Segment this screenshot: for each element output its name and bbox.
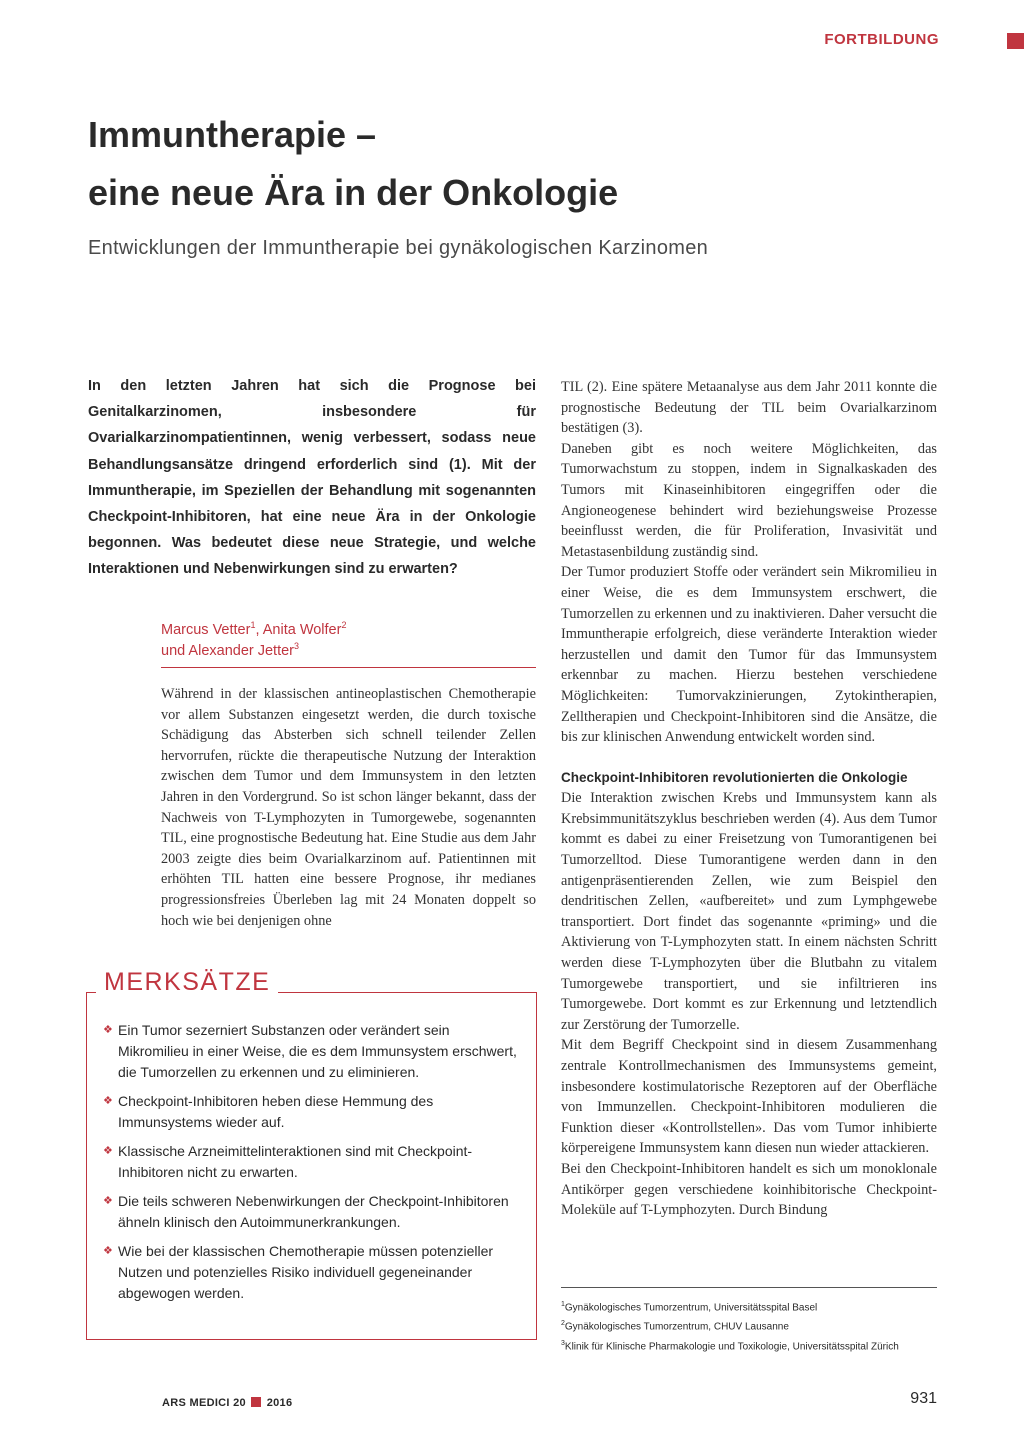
key-point <box>103 1020 523 1083</box>
lead-paragraph: In den letzten Jahren hat sich die Prognose bei Genitalkarzinomen, insbesondere für Ovarialkarzinompatientinnen, wenig verbessert, sodass neue Behandlungsansätze dringend erforderlich sind (1). Mit der Immuntherapie, im Speziellen der Behandlung mit sogenannten Checkpoint-Inhibitoren, hat eine neue Ära in der Onkologie begonnen. Was bedeutet diese neue Strategie, und welche Interaktionen und Nebenwirkungen sind zu erwarten? <box>88 378 536 578</box>
body-text-right <box>561 377 937 1221</box>
separator-square-icon <box>251 1397 261 1407</box>
author-line <box>161 620 541 662</box>
author-divider <box>161 667 536 668</box>
body-paragraph: Daneben gibt es noch weitere Möglichkeiten, das Tumorwachstum zu stoppen, indem in Signalkaskaden des Tumors mit Kinaseinhibitoren eingegriffen oder die Angioneogenese behindert wird beziehungsweise Prozesse beeinflusst werden, die für Proliferation, Invasivität und Metastasenbildung zuständig sind. <box>561 440 937 560</box>
author-1-affiliation: 1 <box>250 620 256 631</box>
section-label: FORTBILDUNG <box>824 31 939 48</box>
body-paragraph: Der Tumor produziert Stoffe oder verändert sein Mikromilieu in einer Weise, die es dem Immunsystem erschwert, die Tumorzellen zu erkennen und zu inaktivieren. Daher versucht die Immuntherapie erfolgreich, diese veränderte Interaktion wieder herzustellen und damit den Tumor für das Immunsystem erkennbar zu machen. Hierzu bestehen verschiedene Möglichkeiten: Tumorvakzinierungen, Zytokintherapien, Zelltherapien und Checkpoint-Inhibitoren sind die Ansätze, die bis zur klinischen Anwendung entwickelt worden sind. <box>561 564 937 746</box>
key-point-text: Ein Tumor sezerniert Substanzen oder verändert sein Mikromilieu in einer Weise, die es dem Immunsystem erschwert, die Tumorzellen zu erkennen und zu eliminieren. <box>118 1022 517 1080</box>
article-title <box>88 106 948 222</box>
key-point-text: Checkpoint-Inhibitoren heben diese Hemmung des Immunsystems wieder auf. <box>118 1093 434 1130</box>
section-heading: Checkpoint-Inhibitoren revolutionierten die Onkologie <box>561 769 908 785</box>
key-point <box>103 1141 523 1183</box>
journal-name: ARS MEDICI 20 <box>162 1397 246 1409</box>
key-point-text: Klassische Arzneimittelinteraktionen sind mit Checkpoint-Inhibitoren nicht zu erwarten. <box>118 1143 473 1180</box>
key-points-list <box>103 1020 523 1312</box>
author-3-affiliation: 3 <box>294 641 300 652</box>
body-text-left: Während in der klassischen antineoplastischen Chemotherapie vor allem Substanzen eingesetzt werden, die durch toxische Schädigung das Absterben sich schnell teilender Zellen hervorrufen, rückte die therapeutische Nutzung der Interaktion zwischen dem Tumor und dem Immunsystem in den letzten Jahren in den Vordergrund. So ist schon länger bekannt, dass der Nachweis von T-Lymphozyten in Tumorgewebe, sogenannten TIL, eine prognostische Bedeutung hat. Eine Studie aus dem Jahr 2003 zeigte dies beim Ovarialkarzinom auf. Patientinnen mit erhöhten TIL hatten eine bessere Prognose, ihr medianes progressionsfreies Überleben lag mit 24 Monaten doppelt so hoch wie bei denjenigen ohne <box>161 686 536 929</box>
diamond-bullet-icon: ❖ <box>103 1145 113 1157</box>
key-point-text: Wie bei der klassischen Chemotherapie müssen potenzieller Nutzen und potenzielles Risiko individuell gegeneinander abgewogen werden. <box>118 1243 494 1301</box>
diamond-bullet-icon: ❖ <box>103 1095 113 1107</box>
key-point <box>103 1191 523 1233</box>
author-2-affiliation: 2 <box>341 620 347 631</box>
footnote-number: 3 <box>561 1339 565 1347</box>
footnote-number: 2 <box>561 1320 565 1328</box>
footnote-text: Klinik für Klinische Pharmakologie und Toxikologie, Universitätsspital Zürich <box>564 1340 899 1352</box>
footnote <box>561 1336 941 1355</box>
diamond-bullet-icon: ❖ <box>103 1195 113 1207</box>
body-paragraph: Die Interaktion zwischen Krebs und Immunsystem kann als Krebsimmunitätszyklus beschrieben werden (4). Aus dem Tumor kommt es dabei zu einer Freisetzung von Tumorantigenen bei Tumorzelltod. Diese Tumorantigene werden dann in den antigenpräsentierenden Zellen, wie zum Beispiel den dendritischen Zellen, «aufbereitet» und zum Lymphgewebe transportiert. Dort findet das sogenannte «priming» und die Aktivierung von T-Lymphozyten statt. In einem nächsten Schritt werden diese T-Lymphozyten über die Blutbahn zu vitalem Tumorgewebe transportiert, und sie infiltrieren ins Tumorgewebe. Dort kommt es zur Erkennung und letztendlich zur Zerstörung der Tumorzelle. <box>561 790 937 1033</box>
author-separator: , <box>255 622 263 638</box>
body-paragraph: TIL (2). Eine spätere Metaanalyse aus dem Jahr 2011 konnte die prognostische Bedeutung der TIL beim Ovarialkarzinom bestätigen (3). <box>561 379 937 437</box>
page-number: 931 <box>910 1390 937 1407</box>
title-line-2: eine neue Ära in der Onkologie <box>88 172 619 213</box>
footnote-divider <box>561 1287 937 1288</box>
article-subtitle: Entwicklungen der Immuntherapie bei gynäkologischen Karzinomen <box>88 237 709 259</box>
key-point <box>103 1091 523 1133</box>
footnote-text: Gynäkologisches Tumorzentrum, CHUV Lausanne <box>564 1321 789 1333</box>
footnotes <box>561 1297 941 1355</box>
footnote-text: Gynäkologisches Tumorzentrum, Universitätsspital Basel <box>564 1302 818 1314</box>
key-points-title: MERKSÄTZE <box>96 964 278 1000</box>
key-point <box>103 1241 523 1304</box>
title-line-1: Immuntherapie – <box>88 114 377 155</box>
body-paragraph: Bei den Checkpoint-Inhibitoren handelt es sich um monoklonale Antikörper gegen verschiedene koinhibitorische Checkpoint-Moleküle auf T-Lymphozyten. Durch Bindung <box>561 1160 937 1219</box>
section-marker <box>1007 33 1024 49</box>
footnote-number: 1 <box>561 1301 565 1308</box>
journal-reference <box>162 1397 292 1409</box>
journal-year: 2016 <box>266 1397 293 1409</box>
author-conjunction: und <box>161 643 189 659</box>
author-2: Anita Wolfer <box>262 622 342 638</box>
diamond-bullet-icon: ❖ <box>103 1024 113 1036</box>
diamond-bullet-icon: ❖ <box>103 1245 113 1257</box>
key-point-text: Die teils schweren Nebenwirkungen der Checkpoint-Inhibitoren ähneln klinisch den Autoimmunerkrankungen. <box>118 1193 509 1230</box>
body-paragraph: Mit dem Begriff Checkpoint sind in diesem Zusammenhang zentrale Kontrollmechanismen des Immunsystems gemeint, insbesondere kostimulatorische Rezeptoren auf der Oberfläche von Immunzellen. Checkpoint-Inhibitoren modulieren die Funktion dieser «Kontrollstellen». Das vom Tumor inhibierte körpereigene Immunsystem kann diesen nun wieder attackieren. <box>561 1037 937 1157</box>
author-3: Alexander Jetter <box>188 643 295 659</box>
footnote <box>561 1316 941 1335</box>
footnote <box>561 1297 941 1316</box>
author-1: Marcus Vetter <box>161 622 251 638</box>
